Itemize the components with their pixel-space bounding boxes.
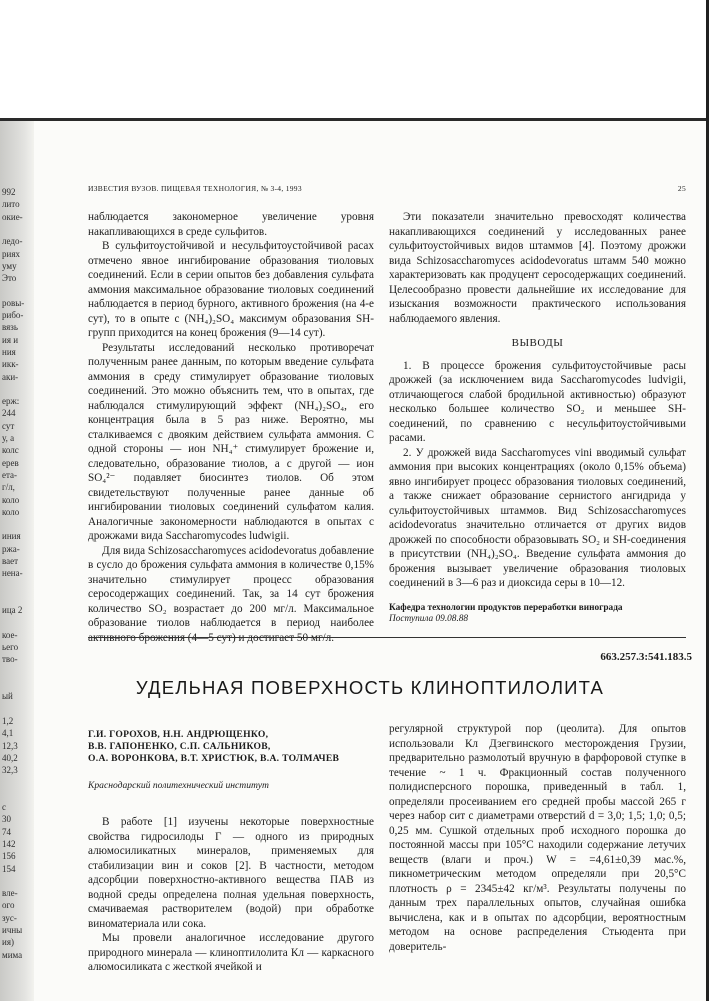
margin-fragment: ичны <box>2 925 23 935</box>
article-title: УДЕЛЬНАЯ ПОВЕРХНОСТЬ КЛИНОПТИЛОЛИТА <box>135 677 605 698</box>
article1-column-right <box>389 210 686 626</box>
margin-fragment: ица 2 <box>2 605 23 616</box>
margin-fragment: окие- <box>2 211 23 222</box>
margin-fragment: вает <box>2 556 19 566</box>
margin-fragment: коло <box>2 494 20 505</box>
margin-fragment: аки- <box>2 371 19 382</box>
margin-fragment: 992 <box>2 187 16 197</box>
paragraph: В сульфитоустойчивой и несульфитоустойчивой расах отмечено явное ингибирование образования тиоловых соединений. Если в серии опытов без добавления сульфата аммония максимальное образование тиоловых соединений наблюдается в период бурного, активного брожения (на 4-е сут), то в опыте с (NH₄)₂SO₄ максимум образования SH-групп приходится на конец брожения (9—14 сут). <box>88 240 374 339</box>
paragraph: регулярной структурой пор (цеолита). Для опытов использовали Кл Дзегвинского месторождения Грузии, предварительно размолотый вручную в фарфоровой ступке в течение ~ 1 ч. Фракционный состав полученного полидисперсного порошка, приведенный в табл. 1, определяли просеиванием его средней пробы массой 265 г через набор сит с диаметрами отверстий d = 3,0; 1,5; 1,0; 0,5; 0,25 мм. Сушкой отдельных проб исходного порошка до постоянной массы при 105°С находили содержание летучих веществ (влаги и проч.) W = =4,61±0,39 мас.%, пикнометрическим методом определяли при 20,5°С плотность ρ = 2345±42 кг/м³. Результаты получены по данным трех параллельных опытов, случайная ошибка вычислена, как и в опытах по адсорбции, вероятностным методом на основе распределения Стьюдента при доверитель- <box>389 723 686 953</box>
margin-fragment: с <box>2 802 6 812</box>
margin-fragment: ерев <box>2 457 19 468</box>
received-date: Поступила 09.08.88 <box>389 614 469 624</box>
margin-fragment: икк- <box>2 359 19 370</box>
article2-column-right <box>389 722 686 954</box>
margin-fragment: ия) <box>2 937 14 948</box>
margin-fragment: нена- <box>2 568 23 579</box>
margin-fragment: рибо- <box>2 310 24 320</box>
margin-fragment: ый <box>2 691 13 702</box>
paragraph: Результаты исследований несколько противоречат полученным ранее данным, по которым введение сульфата аммония в среду стимулирует образование тиоловых соединений. Это можно объяснить тем, что в опытах, где наблюдался стимулирующий эффект (NH₄)₂SO₄, его концентрация была в 5 раз ниже. Вероятно, мы сталкиваемся с двояким действием сульфата аммония. С одной стороны — ион NH₄⁺ стимулирует брожение и, следовательно, образование тиолов, а с другой — ион SO₄²⁻ подавляет биосинтез тиолов. Об этом свидетельствуют полученные ранее данные об ингибировании тиоловых соединений сульфатом калия. Аналогичные закономерности наблюдаются в опытах с дрожжами вида Saccharomycodes ludwigii. <box>88 341 374 542</box>
paragraph: Эти показатели значительно превосходят количества накапливающихся соединений у исследованных ранее сульфитоустойчивых видов штаммов [4]. Поэтому дрожжи вида Schizosaccharomyces acidodevoratus штамм 540 можно характеризовать как продуцент серосодержащих соединений. Целесообразно провести дальнейшие их исследование для изыскания возможности практического использования наблюдаемого явления. <box>389 211 686 325</box>
paragraph: Для вида Schizosaccharomyces acidodevoratus добавление в сусло до брожения сульфата аммония в количестве 0,15% значительно стимулирует процесс образования серосодержащих соединений. Так, за 14 сут брожения количество SO₂ возрастает до 200 мг/л. Максимальное образование тиолов наблюдается в период наиболее активного брожения (4—5 сут) и достигает 50 мг/л. <box>88 544 374 644</box>
conclusion-item: 2. У дрожжей вида Saccharomyces vini вводимый сульфат аммония при высоких концентрациях (около 0,15% объема) явно ингибирует процесс образования тиоловых соединений, а также снижает образование сернистого ангидрида у сульфитоустойчивых штаммов. Вид Schizosaccharomyces acidodevoratus значительно отличается от других видов дрожжей по способности образовывать SO₂ и SH-соединения в присутствии (NH₄)₂SO₄. Введение сульфата аммония до брожения вызывает увеличение образования тиоловых соединений в 3—6 раз и диоксида серы в 10—12. <box>389 446 686 589</box>
margin-fragment: зус- <box>2 912 17 923</box>
margin-fragment: ого <box>2 900 15 911</box>
margin-fragment: 1,2 <box>2 715 14 726</box>
paragraph: В работе [1] изучены некоторые поверхностные свойства гидросилоды Г — одного из природных алюмосиликатных минералов, применяемых для стабилизации вин и соков [2]. В частности, методом адсорбции поверхностно-активного вещества ПАВ из водной среды определена полная удельная поверхность, смачиваемая растворителем (водой) при обработке виноматериала или сока. <box>88 816 374 930</box>
margin-fragment: риях <box>2 248 20 259</box>
author-line: Г.И. ГОРОХОВ, Н.Н. АНДРЮЩЕНКО, <box>88 729 269 740</box>
margin-fragment: лито <box>2 199 20 210</box>
margin-fragment: 142 <box>2 838 16 849</box>
margin-fragment: 12,3 <box>2 740 18 751</box>
margin-fragment: 32,3 <box>2 765 18 776</box>
margin-fragment: сут <box>2 420 15 431</box>
conclusion-item: 1. В процессе брожения сульфитоустойчивые расы дрожжей (за исключением вида Saccharomycodes ludvigii, отличающегося слабой бродильной активностью) образуют несколько большее количество SO₂ и меньшее SH-соединений, по сравнению с несульфитоустойчивыми расами. <box>389 359 686 444</box>
journal-page <box>34 121 706 1001</box>
margin-fragment: колс <box>2 445 19 456</box>
margin-fragment: иния <box>2 531 21 542</box>
adjacent-page-margin <box>0 121 34 1001</box>
running-head <box>88 184 686 193</box>
margin-fragment: вле- <box>2 888 18 899</box>
margin-fragment: ета- <box>2 469 18 480</box>
margin-fragment: уму <box>2 260 17 271</box>
margin-fragment: ия и <box>2 334 19 345</box>
author-list <box>88 729 388 765</box>
margin-fragment: 154 <box>2 863 16 874</box>
udc-code: 663.257.3:541.183.5 <box>600 651 692 663</box>
margin-fragment: мима <box>2 949 23 960</box>
margin-fragment: Это <box>2 273 17 284</box>
author-line: В.В. ГАПОНЕНКО, С.П. САЛЬНИКОВ, <box>88 741 271 752</box>
margin-fragment: кое- <box>2 629 18 640</box>
author-line: О.А. ВОРОНКОВА, В.Т. ХРИСТЮК, В.А. ТОЛМАЧЕВ <box>88 753 340 764</box>
margin-fragment: у, а <box>2 433 15 443</box>
margin-fragment: ния <box>2 346 16 357</box>
section-divider <box>88 637 686 638</box>
journal-name: ИЗВЕСТИЯ ВУЗОВ. ПИЩЕВАЯ ТЕХНОЛОГИЯ, № 3-4, 1993 <box>88 184 302 193</box>
conclusions-heading: ВЫВОДЫ <box>511 337 564 349</box>
blank-top-area <box>0 0 709 118</box>
margin-fragment: 74 <box>2 826 11 837</box>
department-affiliation: Кафедра технологии продуктов переработки винограда <box>389 602 623 613</box>
margin-fragment: тво- <box>2 654 18 665</box>
margin-fragment: коло <box>2 506 20 517</box>
page-number: 25 <box>677 184 686 193</box>
margin-fragment: 4,1 <box>2 728 14 739</box>
margin-fragment: 156 <box>2 851 16 862</box>
margin-fragment: ровы- <box>2 297 25 308</box>
margin-fragment: 40,2 <box>2 752 18 763</box>
margin-fragment: 30 <box>2 814 11 825</box>
margin-fragment: ерж: <box>2 396 20 407</box>
margin-fragment: ледо- <box>2 236 23 247</box>
margin-fragment: ьего <box>2 642 19 653</box>
margin-fragment: ржа- <box>2 543 20 554</box>
article2-column-left <box>88 815 374 975</box>
paragraph: наблюдается закономерное увеличение уровня накапливающихся в среде сульфитов. <box>88 211 374 238</box>
margin-fragment: 244 <box>2 408 16 419</box>
article1-column-left <box>88 210 374 645</box>
paragraph: Мы провели аналогичное исследование другого природного минерала — клиноптилолита Кл — каркасного алюмосиликата с жесткой ячейкой и <box>88 932 374 973</box>
institute: Краснодарский политехнический институт <box>88 780 269 791</box>
margin-fragment: г/л, <box>2 482 15 493</box>
margin-fragment: вязь <box>2 322 18 333</box>
